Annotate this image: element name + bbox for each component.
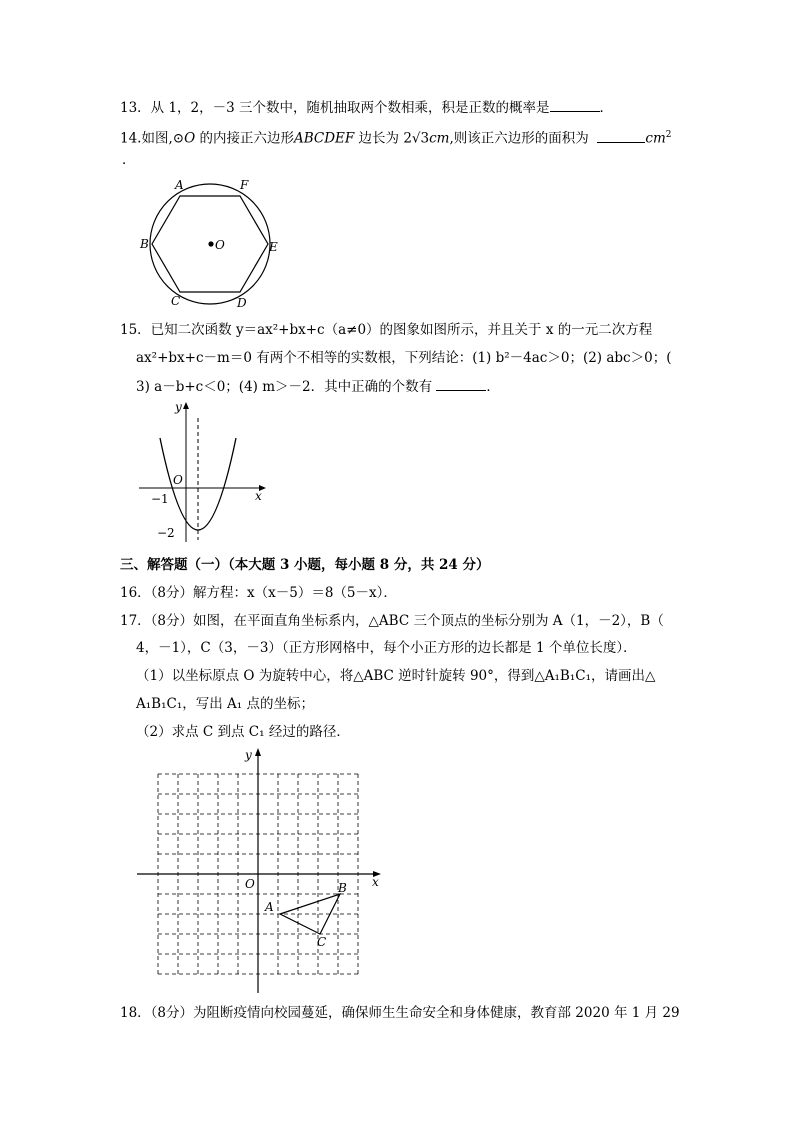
y-axis-arrow bbox=[183, 402, 189, 409]
q17-line1: 17．（8分）如图，在平面直角坐标系内，△ABC 三个顶点的坐标分别为 A（1，－2），B（ bbox=[120, 613, 664, 629]
coordinate-grid-figure bbox=[135, 745, 385, 995]
question-14: 14.如图,⊙O 的内接正六边形ABCDEF 边长为 2√3cm,则该正六边形的面积为 $cm^2$ bbox=[120, 125, 672, 149]
q17-line2: 4，－1），C（3，－3）（正方形网格中，每个小正方形的边长都是 1 个单位长度）． bbox=[136, 640, 637, 656]
label-E: E bbox=[269, 240, 278, 254]
label-y: y bbox=[175, 400, 182, 414]
section-3-header: 三、解答题（一）（本大题 3 小题，每小题 8 分，共 24 分） bbox=[120, 557, 490, 573]
label-B: B bbox=[140, 237, 149, 251]
label-minus-1: −1 bbox=[151, 492, 169, 506]
question-18: 18．（8分）为阻断疫情向校园蔓延，确保师生生命安全和身体健康，教育部 2020 年 1 月 29 bbox=[120, 1005, 680, 1021]
label-y: y bbox=[245, 748, 252, 762]
q14-period: ． bbox=[122, 152, 136, 168]
y-axis-arrow bbox=[255, 748, 261, 756]
q14-answer-blank[interactable] bbox=[597, 128, 645, 143]
label-minus-2: −2 bbox=[157, 526, 175, 540]
triangle-ABC bbox=[280, 894, 340, 934]
q17-line3: （1）以坐标原点 O 为旋转中心，将△ABC 逆时针旋转 90°，得到△A₁B₁C₁，请画出△ bbox=[136, 668, 656, 684]
label-O: O bbox=[215, 238, 225, 252]
question-16: 16．（8分）解方程：x（x－5）＝8（5－x）． bbox=[120, 585, 397, 601]
q15-line1: 15．已知二次函数 y＝ax²+bx+c（a≠0）的图象如图所示，并且关于 x 的一元二次方程 bbox=[120, 322, 653, 338]
label-B: B bbox=[338, 881, 347, 895]
label-x: x bbox=[372, 875, 379, 889]
label-A: A bbox=[265, 900, 274, 914]
label-F: F bbox=[240, 178, 249, 192]
q15-line2: ax²+bx+c－m＝0 有两个不相等的实数根，下列结论：(1) b²－4ac＞0；(2) abc＞0；( bbox=[136, 350, 672, 366]
q17-line5: （2）求点 C 到点 C₁ 经过的路径． bbox=[136, 724, 350, 740]
q13-text: 13．从 1，2，－3 三个数中，随机抽取两个数相乘，积是正数的概率是 bbox=[120, 100, 550, 116]
label-D: D bbox=[237, 296, 247, 310]
label-x: x bbox=[255, 489, 262, 503]
label-O: O bbox=[173, 473, 183, 487]
label-C: C bbox=[317, 935, 327, 949]
label-C: C bbox=[171, 294, 181, 308]
q15-answer-blank[interactable] bbox=[436, 376, 486, 391]
label-O: O bbox=[245, 877, 255, 891]
q13-answer-blank[interactable] bbox=[550, 97, 600, 112]
q15-line3: 3) a－b+c＜0；(4) m＞－2．其中正确的个数有 ． bbox=[136, 376, 500, 397]
center-dot bbox=[208, 241, 213, 246]
hexagon-figure bbox=[135, 175, 295, 315]
parabola-figure bbox=[135, 400, 270, 545]
question-13: 13．从 1，2，－3 三个数中，随机抽取两个数相乘，积是正数的概率是 ． bbox=[120, 97, 613, 118]
label-A: A bbox=[175, 178, 184, 192]
q17-line4: A₁B₁C₁，写出 A₁ 点的坐标； bbox=[136, 696, 314, 712]
